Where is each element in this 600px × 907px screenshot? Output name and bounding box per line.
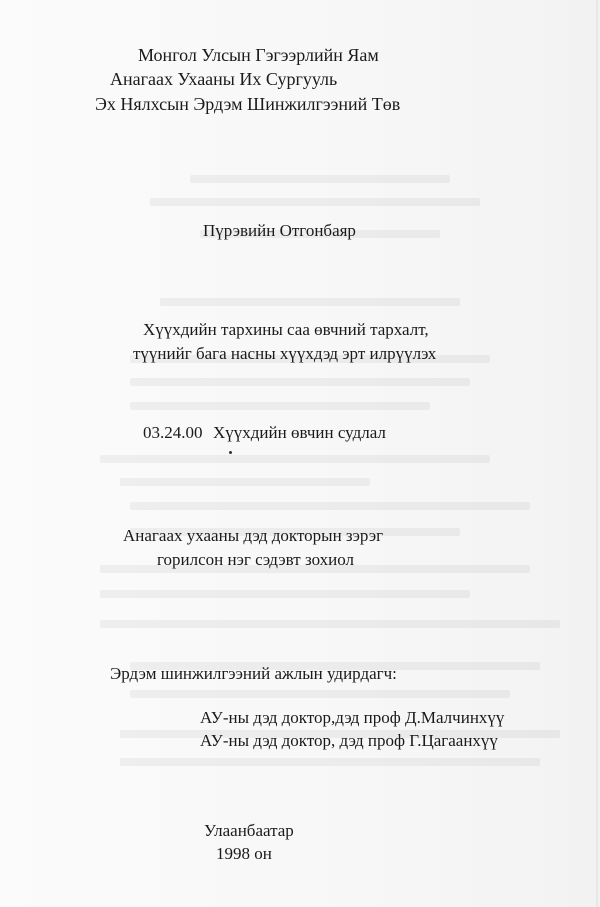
degree-line-2: горилсон нэг сэдэвт зохиол	[157, 550, 355, 569]
city: Улаанбаатар	[204, 821, 294, 840]
university-name: Анагаах Ухааны Их Сургууль	[110, 69, 338, 89]
degree-line-1: Анагаах ухааны дэд докторын зэрэг	[123, 526, 384, 545]
stray-ink-dot	[229, 451, 232, 454]
ministry-name: Монгол Улсын Гэгээрлийн Яам	[138, 45, 379, 65]
supervisor-2: АУ-ны дэд доктор, дэд проф Г.Цагаанхүү	[200, 731, 498, 750]
bleed-through-texture	[40, 150, 570, 790]
specialty-code: 03.24.00	[143, 423, 203, 442]
specialty-name: Хүүхдийн өвчин судлал	[213, 423, 386, 442]
year: 1998 он	[216, 844, 272, 863]
page-edge-shadow	[596, 0, 598, 907]
dissertation-title-line-1: Хүүхдийн тархины саа өвчний тархалт,	[143, 320, 429, 339]
research-center-name: Эх Нялхсын Эрдэм Шинжилгээний Төв	[95, 94, 401, 114]
supervisor-label: Эрдэм шинжилгээний ажлын удирдагч:	[110, 664, 397, 683]
dissertation-title-line-2: түүнийг бага насны хүүхдэд эрт илрүүлэх	[133, 344, 437, 363]
author-name: Пүрэвийн Отгонбаяр	[203, 221, 356, 240]
supervisor-1: АУ-ны дэд доктор,дэд проф Д.Малчинхүү	[200, 708, 505, 727]
